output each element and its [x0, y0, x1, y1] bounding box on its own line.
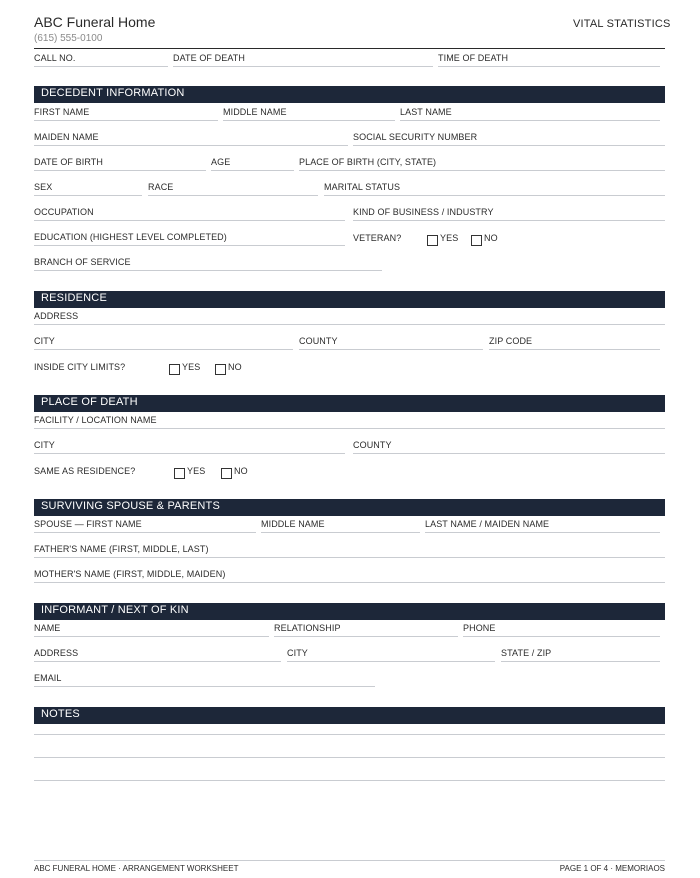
veteran-yes-checkbox[interactable] [427, 235, 438, 246]
informant-relationship-label: RELATIONSHIP [274, 623, 341, 633]
section-title: SURVIVING SPOUSE & PARENTS [41, 500, 221, 512]
facility-label: FACILITY / LOCATION NAME [34, 415, 157, 425]
funeral-home-phone: (615) 555-0100 [34, 33, 103, 44]
same-as-yes-checkbox[interactable] [174, 468, 185, 479]
footer-divider [34, 860, 665, 861]
business-field[interactable] [353, 220, 665, 221]
date-of-death-label: DATE OF DEATH [173, 53, 245, 63]
section-decedent-information [34, 86, 665, 103]
father-name-field[interactable] [34, 557, 665, 558]
first-name-field[interactable] [34, 120, 218, 121]
funeral-home-name: ABC Funeral Home [34, 14, 156, 30]
section-notes [34, 707, 665, 724]
maiden-name-label: MAIDEN NAME [34, 132, 99, 142]
ssn-label: SOCIAL SECURITY NUMBER [353, 132, 478, 142]
education-field[interactable] [34, 245, 345, 246]
same-as-residence-label: SAME AS RESIDENCE? [34, 466, 136, 476]
facility-field[interactable] [34, 428, 665, 429]
middle-name-field[interactable] [223, 120, 395, 121]
informant-name-field[interactable] [34, 636, 269, 637]
informant-state-zip-label: STATE / ZIP [501, 648, 552, 658]
middle-name-label: MIDDLE NAME [223, 107, 287, 117]
residence-address-label: ADDRESS [34, 311, 79, 321]
notes-line[interactable] [34, 780, 665, 781]
marital-status-field[interactable] [324, 195, 665, 196]
residence-city-field[interactable] [34, 349, 293, 350]
inside-city-yes-checkbox[interactable] [169, 364, 180, 375]
marital-status-label: MARITAL STATUS [324, 182, 401, 192]
spouse-middle-name-field[interactable] [261, 532, 420, 533]
section-title: RESIDENCE [41, 292, 107, 304]
spouse-last-name-field[interactable] [425, 532, 660, 533]
section-place-of-death [34, 395, 665, 412]
ssn-field[interactable] [353, 145, 665, 146]
first-name-label: FIRST NAME [34, 107, 90, 117]
residence-city-label: CITY [34, 336, 55, 346]
spouse-middle-name-label: MIDDLE NAME [261, 519, 325, 529]
death-county-field[interactable] [353, 453, 665, 454]
race-field[interactable] [148, 195, 318, 196]
occupation-field[interactable] [34, 220, 345, 221]
section-title: INFORMANT / NEXT OF KIN [41, 604, 189, 616]
business-label: KIND OF BUSINESS / INDUSTRY [353, 207, 494, 217]
call-no-label: CALL NO. [34, 53, 76, 63]
time-of-death-label: TIME OF DEATH [438, 53, 509, 63]
last-name-field[interactable] [400, 120, 660, 121]
mother-name-field[interactable] [34, 582, 665, 583]
inside-city-no-label: NO [228, 362, 242, 372]
occupation-label: OCCUPATION [34, 207, 94, 217]
informant-phone-field[interactable] [463, 636, 660, 637]
residence-county-label: COUNTY [299, 336, 338, 346]
informant-city-label: CITY [287, 648, 308, 658]
footer-page-info: PAGE 1 OF 4 · MEMORIAOS [559, 864, 665, 873]
dob-field[interactable] [34, 170, 206, 171]
residence-zip-label: ZIP CODE [489, 336, 533, 346]
section-residence [34, 291, 665, 308]
same-as-yes-label: YES [187, 466, 206, 476]
father-name-label: FATHER'S NAME (FIRST, MIDDLE, LAST) [34, 544, 209, 554]
same-as-no-label: NO [234, 466, 248, 476]
section-informant-next-of-kin [34, 603, 665, 620]
call-no-field[interactable] [34, 66, 168, 67]
footer-left-text: ABC FUNERAL HOME · ARRANGEMENT WORKSHEET [34, 864, 239, 873]
death-city-field[interactable] [34, 453, 345, 454]
age-field[interactable] [211, 170, 294, 171]
notes-line[interactable] [34, 734, 665, 735]
veteran-no-checkbox[interactable] [471, 235, 482, 246]
same-as-no-checkbox[interactable] [221, 468, 232, 479]
residence-zip-field[interactable] [489, 349, 660, 350]
form-title: VITAL STATISTICS [573, 18, 671, 30]
header-divider [34, 48, 665, 49]
informant-email-field[interactable] [34, 686, 375, 687]
residence-county-field[interactable] [299, 349, 483, 350]
informant-address-field[interactable] [34, 661, 281, 662]
veteran-label: VETERAN? [353, 233, 402, 243]
informant-email-label: EMAIL [34, 673, 62, 683]
inside-city-yes-label: YES [182, 362, 201, 372]
inside-city-limits-label: INSIDE CITY LIMITS? [34, 362, 126, 372]
death-city-label: CITY [34, 440, 55, 450]
education-label: EDUCATION (HIGHEST LEVEL COMPLETED) [34, 232, 227, 242]
branch-field[interactable] [34, 270, 382, 271]
notes-line[interactable] [34, 757, 665, 758]
informant-city-field[interactable] [287, 661, 495, 662]
residence-address-field[interactable] [34, 324, 665, 325]
place-of-birth-label: PLACE OF BIRTH (CITY, STATE) [299, 157, 437, 167]
veteran-no-label: NO [484, 233, 498, 243]
spouse-first-name-field[interactable] [34, 532, 256, 533]
sex-label: SEX [34, 182, 53, 192]
informant-phone-label: PHONE [463, 623, 496, 633]
dob-label: DATE OF BIRTH [34, 157, 103, 167]
mother-name-label: MOTHER'S NAME (FIRST, MIDDLE, MAIDEN) [34, 569, 226, 579]
race-label: RACE [148, 182, 174, 192]
inside-city-no-checkbox[interactable] [215, 364, 226, 375]
place-of-birth-field[interactable] [299, 170, 665, 171]
informant-state-zip-field[interactable] [501, 661, 660, 662]
spouse-first-name-label: SPOUSE — FIRST NAME [34, 519, 142, 529]
informant-name-label: NAME [34, 623, 61, 633]
veteran-yes-label: YES [440, 233, 459, 243]
informant-address-label: ADDRESS [34, 648, 79, 658]
death-county-label: COUNTY [353, 440, 392, 450]
spouse-last-name-label: LAST NAME / MAIDEN NAME [425, 519, 550, 529]
section-title: PLACE OF DEATH [41, 396, 138, 408]
last-name-label: LAST NAME [400, 107, 452, 117]
maiden-name-field[interactable] [34, 145, 348, 146]
time-of-death-field[interactable] [438, 66, 660, 67]
section-title: NOTES [41, 708, 80, 720]
sex-field[interactable] [34, 195, 142, 196]
section-surviving-spouse-parents [34, 499, 665, 516]
date-of-death-field[interactable] [173, 66, 433, 67]
age-label: AGE [211, 157, 231, 167]
informant-relationship-field[interactable] [274, 636, 458, 637]
section-title: DECEDENT INFORMATION [41, 87, 185, 99]
branch-label: BRANCH OF SERVICE [34, 257, 131, 267]
